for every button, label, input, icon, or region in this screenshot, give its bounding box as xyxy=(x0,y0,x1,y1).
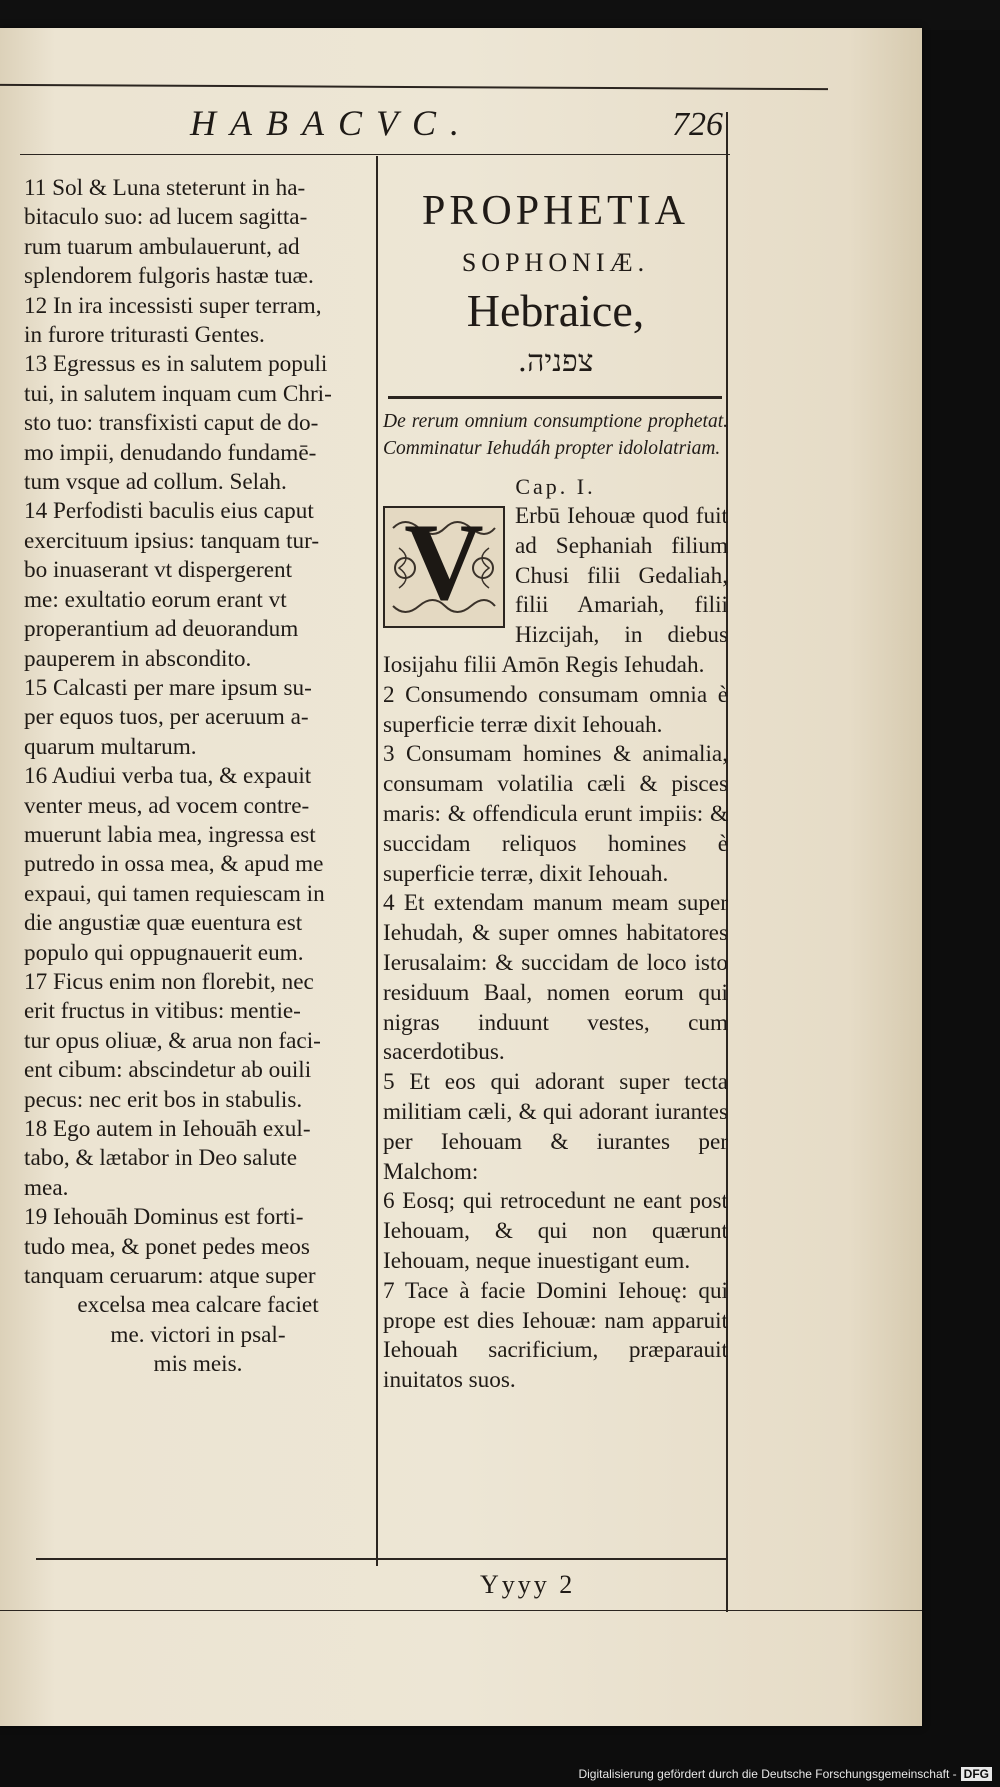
text-line: 12 In ira incessisti super terram, xyxy=(24,292,322,319)
header-rule xyxy=(0,84,828,90)
closing-line: me. victori in psal- xyxy=(110,1321,286,1348)
decorated-initial xyxy=(383,501,505,628)
verse: 4 Et extendam manum meam super Iehudah, & super omnes habitatores Ierusalaim: & succidam de loco isto residuum Baal, nomen eorum qui nigras induunt vestes, cum sacerdotibus. xyxy=(383,890,728,1066)
text-line: 15 Calcasti per mare ipsum su- xyxy=(24,674,312,701)
left-column-text xyxy=(24,174,372,1380)
scan-background-top xyxy=(0,0,1000,30)
text-line: exercituum ipsius: tanquam tur- xyxy=(24,527,320,554)
text-line: putredo in ossa mea, & apud me xyxy=(24,851,324,878)
signature-mark: Yyyy 2 xyxy=(480,1570,576,1599)
chapter-text xyxy=(383,502,728,1396)
verse: 2 Consumendo consumam omnia è superficie terræ dixit Iehouah. xyxy=(383,681,728,738)
text-line: pecus: nec erit bos in stabulis. xyxy=(24,1086,303,1113)
text-line: 14 Perfodisti baculis eius caput xyxy=(24,498,314,525)
hebrew-title: צפניה. xyxy=(517,344,594,379)
text-line: tanquam ceruarum: atque super xyxy=(24,1263,316,1290)
text-line: 16 Audiui verba tua, & expauit xyxy=(24,763,312,790)
text-line: expaui, qui tamen requiescam in xyxy=(24,880,325,907)
dfg-logo: DFG xyxy=(961,1767,992,1781)
text-line: mea. xyxy=(24,1174,69,1201)
text-line: splendorem fulgoris hastæ tuæ. xyxy=(24,263,314,290)
closing-line: excelsa mea calcare faciet xyxy=(77,1292,319,1319)
text-line: erit fructus in vitibus: mentie- xyxy=(24,998,301,1025)
book-page xyxy=(0,28,922,1726)
chapter-summary: De rerum omnium consumptione prophetat. Comminatur Iehudáh propter idololatriam. xyxy=(383,411,728,459)
text-line: tui, in salutem inquam cum Chri- xyxy=(24,380,332,407)
book-subtitle: SOPHONIÆ. xyxy=(461,248,650,277)
text-line: pauperem in abscondito. xyxy=(24,645,252,672)
text-line: 13 Egressus es in salutem populi xyxy=(24,351,328,378)
verse: Erbū Iehouæ quod fuit ad Sephaniah filium Chusi filii Gedaliah, filii Amariah, filii Hizcijah, in diebus Iosijahu filii Amōn Regis Iehudah. xyxy=(383,503,728,678)
text-line: die angustiæ quæ euentura est xyxy=(24,910,303,937)
verse: 7 Tace à facie Domini Iehouę: qui prope est dies Iehouæ: nam apparuit Iehouah sacrificium, præparauit inuitatos suos. xyxy=(383,1277,728,1394)
text-line: tabo, & lætabor in Deo salute xyxy=(24,1145,298,1172)
verse: 3 Consumam homines & animalia, consumam volatilia cæli & pisces maris: & offendicula erunt impiis: & succidam reliquos homines è superficie terræ, dixit Iehouah. xyxy=(383,741,728,887)
text-line: ent cibum: abscindetur ab ouili xyxy=(24,1057,312,1084)
chapter-heading: Cap. I. xyxy=(515,474,596,499)
credit-text: Digitalisierung gefördert durch die Deutsche Forschungsgemeinschaft - xyxy=(578,1767,957,1781)
closing-line: mis meis. xyxy=(153,1351,243,1378)
text-line: 17 Ficus enim non florebit, nec xyxy=(24,968,314,995)
text-line: tum vsque ad collum. Selah. xyxy=(24,469,287,496)
text-line: tudo mea, & ponet pedes meos xyxy=(24,1233,310,1260)
footer-rule xyxy=(0,1610,922,1611)
text-line: tur opus oliuæ, & arua non faci- xyxy=(24,1027,321,1054)
column-divider xyxy=(376,156,378,1566)
book-title: PROPHETIA xyxy=(421,188,690,234)
text-line: 11 Sol & Luna steterunt in ha- xyxy=(24,175,306,201)
verse: 5 Et eos qui adorant super tecta militiam cæli, & qui adorant iurantes per Iehouam & iurantes per Malchom: xyxy=(383,1069,728,1185)
text-line: populo qui oppugnauerit eum. xyxy=(24,939,304,966)
text-line: sto tuo: transfixisti caput de do- xyxy=(24,410,319,437)
bottom-rule xyxy=(36,1558,726,1560)
text-line: 19 Iehouāh Dominus est forti- xyxy=(24,1204,304,1231)
page-number: 726 xyxy=(672,106,723,143)
text-line: bo inuaserant vt dispergerent xyxy=(24,557,293,584)
right-column xyxy=(383,186,728,1396)
text-line: properantium ad deuorandum xyxy=(24,616,299,643)
text-line: per equos tuos, per aceruum a- xyxy=(24,704,309,731)
text-line: in furore triturasti Gentes. xyxy=(24,322,265,349)
running-title: HABACVC. xyxy=(190,103,473,143)
text-line: venter meus, ad vocem contre- xyxy=(24,792,310,819)
text-line: muerunt labia mea, ingressa est xyxy=(24,821,316,848)
text-line: me: exultatio eorum erant vt xyxy=(24,586,287,613)
text-line: rum tuarum ambulauerunt, ad xyxy=(24,233,300,260)
book-language: Hebraice, xyxy=(466,285,645,336)
header-rule-lower xyxy=(20,154,730,155)
text-line: mo impii, denudando fundamē- xyxy=(24,439,317,466)
text-line: 18 Ego autem in Iehouāh exul- xyxy=(24,1116,311,1142)
digitization-credit xyxy=(578,1767,992,1781)
text-line: quarum multarum. xyxy=(24,733,197,760)
text-line: bitaculo suo: ad lucem sagitta- xyxy=(24,204,308,231)
dropcap-letter: V xyxy=(404,501,484,623)
verse: 6 Eosq; qui retrocedunt ne eant post Iehouam, & qui non quærunt Iehouam, neque inuestigant eum. xyxy=(383,1188,728,1274)
